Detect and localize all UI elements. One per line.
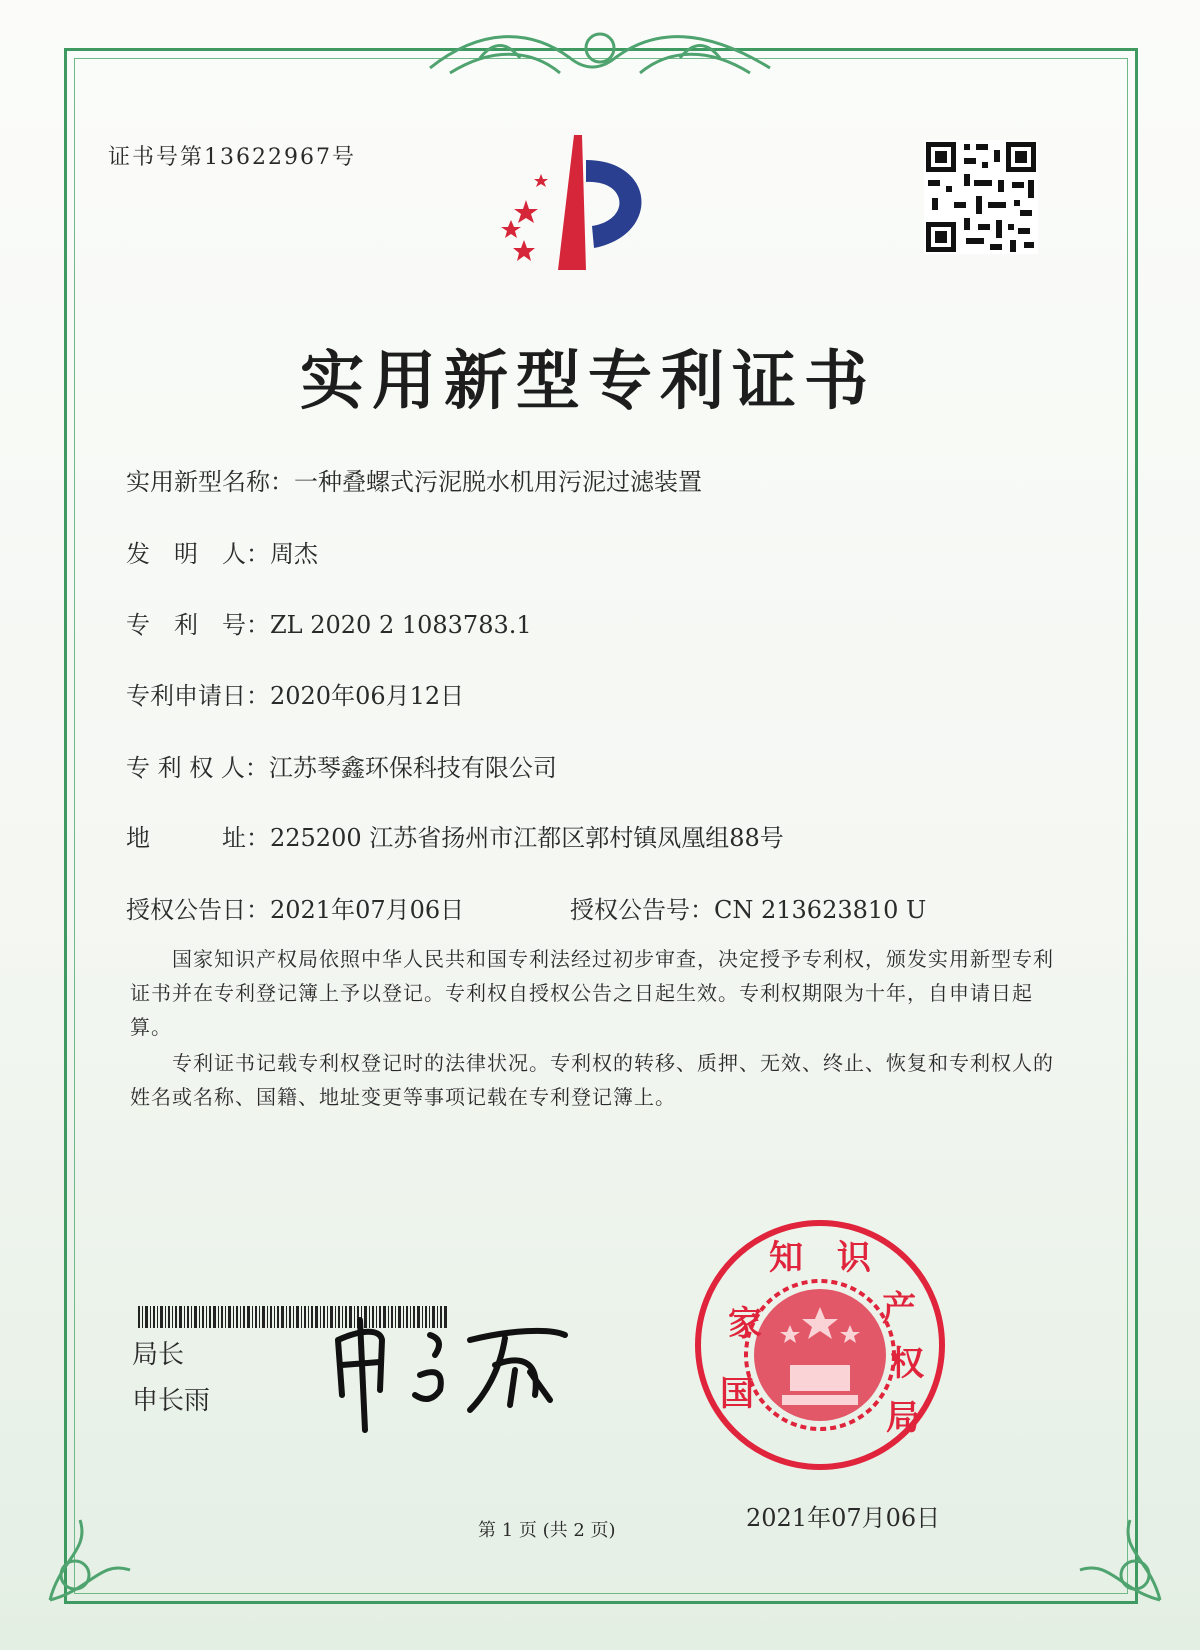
patent-logo-icon <box>486 130 666 275</box>
corner-ornament-icon <box>40 1500 150 1610</box>
field-address-value: 225200 江苏省扬州市江都区郭村镇凤凰组88号 <box>270 824 784 852</box>
field-grant-number-value: CN 213623810 U <box>714 896 927 924</box>
page-indicator: 第 1 页 (共 2 页) <box>478 1520 616 1541</box>
field-inventor-label: 发 明 人： <box>126 540 270 568</box>
svg-text:知 识: 知 识 <box>769 1238 871 1278</box>
seal-icon <box>690 1215 950 1475</box>
field-grant-number <box>570 890 926 925</box>
svg-text:家: 家 <box>728 1304 762 1344</box>
paragraph-2: 专利证书记载专利权登记时的法律状况。专利权的转移、质押、无效、终止、恢复和专利权人的姓名或名称、国籍、地址变更等事项记载在专利登记簿上。 <box>130 1051 1054 1109</box>
field-filing-date <box>126 676 464 711</box>
field-address <box>126 818 784 853</box>
seal-date: 2021年07月06日 <box>746 1504 941 1532</box>
field-inventor <box>126 534 318 569</box>
field-filing-date-value: 2020年06月12日 <box>270 682 465 710</box>
field-patent-number <box>126 605 532 640</box>
field-inventor-value: 周杰 <box>270 540 318 568</box>
field-patentee-label: 专 利 权 人： <box>126 754 269 782</box>
field-grant-date <box>126 890 464 925</box>
field-patent-number-label: 专 利 号： <box>126 611 270 639</box>
field-grant-date-value: 2021年07月06日 <box>270 896 465 924</box>
field-grant-date-label: 授权公告日： <box>126 896 270 924</box>
svg-text:国: 国 <box>720 1374 754 1414</box>
field-patentee <box>126 748 557 783</box>
field-name <box>126 462 702 497</box>
field-name-label: 实用新型名称： <box>126 468 294 496</box>
field-filing-date-label: 专利申请日： <box>126 682 270 710</box>
field-address-label: 地 址： <box>126 824 270 852</box>
certificate-number: 证书号第13622967号 <box>108 145 356 170</box>
svg-text:权: 权 <box>890 1344 924 1384</box>
field-patent-number-value: ZL 2020 2 1083783.1 <box>270 611 532 639</box>
paragraph-1: 国家知识产权局依照中华人民共和国专利法经过初步审查，决定授予专利权，颁发实用新型专利证书并在专利登记簿上予以登记。专利权自授权公告之日起生效。专利权期限为十年，自申请日起算。 <box>130 947 1054 1039</box>
signature-icon <box>320 1300 580 1440</box>
field-grant-number-label: 授权公告号： <box>570 896 714 924</box>
svg-text:产: 产 <box>882 1289 916 1329</box>
top-ornament-icon <box>420 18 780 88</box>
signatory-title: 局长 <box>132 1340 185 1370</box>
signatory-name: 申长雨 <box>132 1386 211 1416</box>
certificate-title: 实用新型专利证书 <box>300 345 876 419</box>
field-patentee-value: 江苏琴鑫环保科技有限公司 <box>268 754 557 782</box>
corner-ornament-icon <box>1060 1500 1170 1610</box>
svg-text:局: 局 <box>886 1398 920 1438</box>
qr-code-icon <box>924 140 1038 254</box>
field-name-value: 一种叠螺式污泥脱水机用污泥过滤装置 <box>294 468 702 496</box>
